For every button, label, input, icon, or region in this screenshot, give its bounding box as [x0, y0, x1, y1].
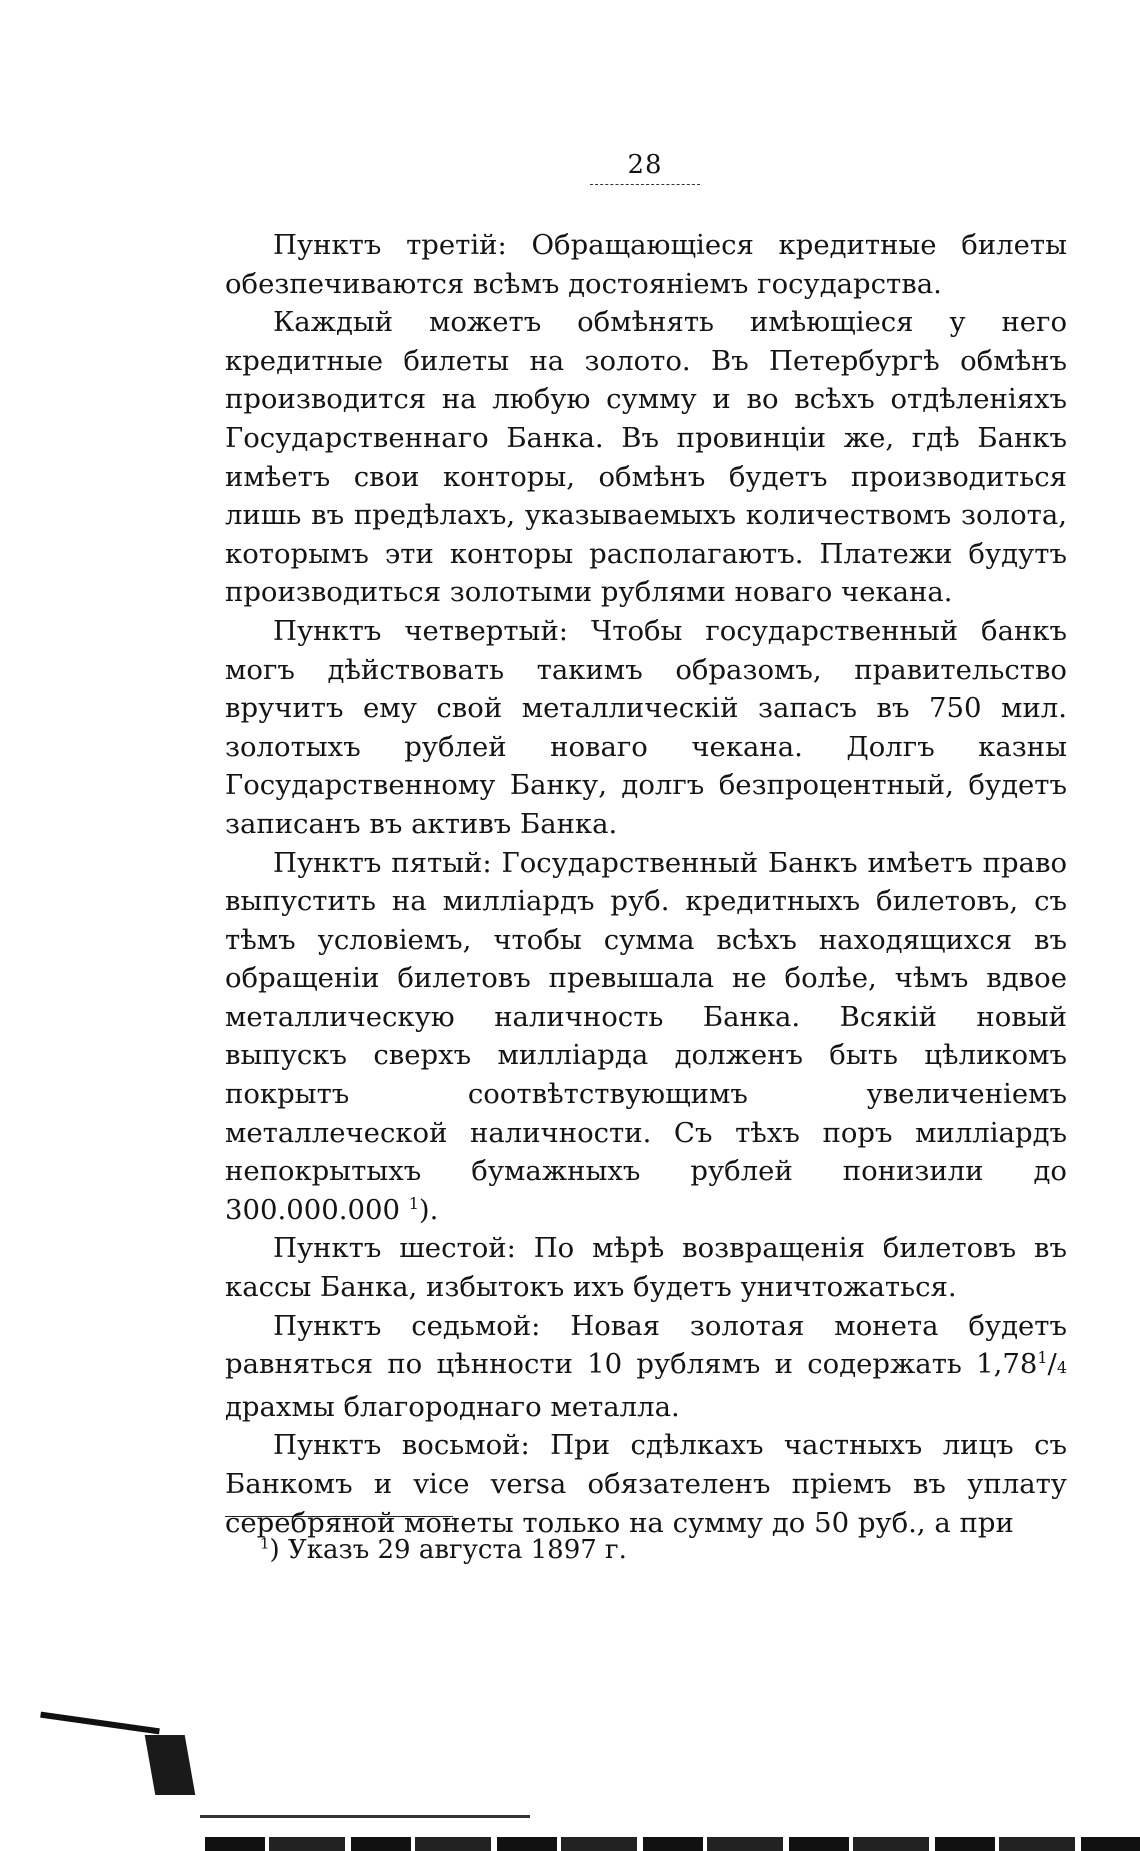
paragraph-point-6: Пунктъ шестой: По мѣрѣ возвращенія билетовъ въ кассы Банка, избытокъ ихъ будетъ уничтожаться. — [225, 1232, 1067, 1304]
fraction-separator: / — [1047, 1348, 1057, 1381]
paragraph-point-7-text: Пунктъ седьмой: Новая золотая монета будетъ равняться по цѣнности 10 рублямъ и содержать 1,78 — [225, 1309, 1067, 1381]
paragraph-point-5-text: Пунктъ пятый: Государственный Банкъ имѣетъ право выпустить на милліардъ руб. кредитныхъ билетовъ, съ тѣмъ условіемъ, чтобы сумма всѣхъ находящихся въ обращеніи билетовъ превышала не болѣе, чѣмъ вдвое металлическую наличность Банка. Всякій новый выпускъ сверхъ милліарда долженъ быть цѣликомъ покрытъ соотвѣтствующимъ увеличеніемъ металлеческой наличности. Съ тѣхъ поръ милліардъ непокрытыхъ бумажныхъ рублей понизили до 300.000.000 — [225, 846, 1067, 1226]
footnote-text: Указъ 29 августа 1897 г. — [279, 1535, 627, 1565]
footnote-rule — [225, 1516, 453, 1517]
scan-artifact-stroke-2 — [145, 1735, 196, 1795]
fraction-numerator: 1 — [1037, 1348, 1048, 1368]
paragraph-point-3: Пунктъ третій: Обращающіеся кредитные билеты обезпечиваются всѣмъ достояніемъ государства. — [225, 229, 1067, 300]
footnote-bracket: ) — [269, 1535, 280, 1565]
paragraph-point-5-end: ). — [418, 1193, 439, 1226]
paragraph-point-7 — [225, 1307, 1067, 1427]
fraction-denominator: 4 — [1056, 1358, 1067, 1378]
footnote-reference: 1 — [408, 1193, 419, 1213]
scan-artifact-line — [200, 1815, 530, 1818]
body-text — [225, 226, 1067, 1542]
paragraph-point-7-end: драхмы благороднаго металла. — [225, 1390, 680, 1423]
page-number: 28 — [627, 150, 663, 180]
paragraph-point-5 — [225, 844, 1067, 1230]
scan-artifact-bottom-bar — [205, 1837, 1140, 1851]
footnote — [260, 1535, 627, 1565]
paragraph-point-8: Пунктъ восьмой: При сдѣлкахъ частныхъ лицъ съ Банкомъ и vice versa обязателенъ пріемъ въ уплату серебряной монеты только на сумму до 50 руб., а при — [225, 1429, 1067, 1539]
page-number-rule — [590, 184, 700, 185]
paragraph-exchange: Каждый можетъ обмѣнять имѣющіеся у него кредитные билеты на золото. Въ Петербургѣ обмѣнъ производится на любую сумму и во всѣхъ отдѣленіяхъ Государственнаго Банка. Въ провинціи же, гдѣ Банкъ имѣетъ свои конторы, обмѣнъ будетъ производиться лишь въ предѣлахъ, указываемыхъ количествомъ золота, которымъ эти конторы располагаютъ. Платежи будутъ производиться золотыми рублями новаго чекана. — [225, 306, 1067, 609]
paragraph-point-4: Пунктъ четвертый: Чтобы государственный банкъ могъ дѣйствовать такимъ образомъ, правительство вручитъ ему свой металлическій запасъ въ 750 мил. золотыхъ рублей новаго чекана. Долгъ казны Государственному Банку, долгъ безпроцентный, будетъ записанъ въ активъ Банка. — [225, 614, 1067, 840]
scan-artifact-stroke — [40, 1712, 160, 1735]
footnote-marker: 1 — [260, 1534, 270, 1553]
